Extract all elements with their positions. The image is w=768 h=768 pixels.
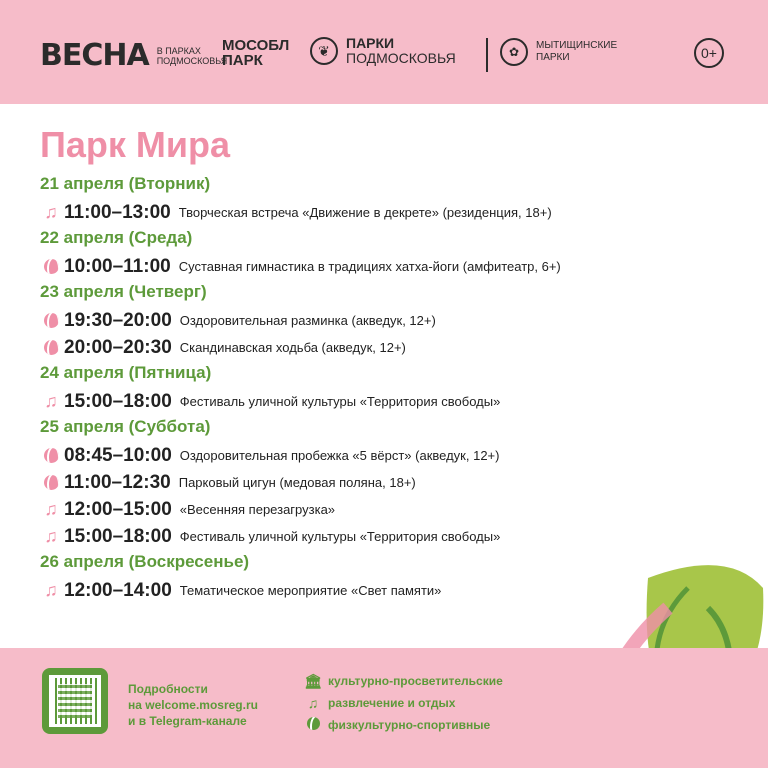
event-description: «Весенняя перезагрузка» [179,502,336,517]
event-description: Оздоровительная пробежка «5 вёрст» (акведук, 12+) [179,448,500,463]
event-row [40,496,740,523]
sport-ball-icon [40,310,62,332]
event-description: Скандинавская ходьба (акведук, 12+) [179,340,406,355]
details-text [128,681,258,729]
sport-ball-icon [40,256,62,278]
event-time: 20:00–20:30 [64,336,172,358]
day-heading: 26 апреля (Воскресенье) [40,552,250,571]
music-note-icon: ♫ [44,391,58,411]
vesna-logo-text: ВЕСНА [40,38,149,73]
day-heading: 25 апреля (Суббота) [40,417,211,436]
details-line2: на welcome.mosreg.ru [128,698,258,712]
day-heading: 24 апреля (Пятница) [40,363,212,382]
event-description: Тематическое мероприятие «Свет памяти» [179,583,442,598]
music-note-icon: ♫ [44,202,58,222]
event-time: 12:00–14:00 [64,579,172,601]
event-description: Оздоровительная разминка (акведук, 12+) [179,313,436,328]
logo-divider [486,38,488,72]
event-time: 15:00–18:00 [64,390,172,412]
details-line1: Подробности [128,682,208,696]
event-description: Суставная гимнастика в традициях хатха-йоги (амфитеатр, 6+) [178,259,561,274]
event-description: Парковый цигун (медовая поляна, 18+) [178,475,416,490]
mytishchi-parks-logo [500,38,646,66]
event-time: 15:00–18:00 [64,525,172,547]
event-time: 10:00–11:00 [64,255,171,277]
event-time: 12:00–15:00 [64,498,172,520]
category-legend [304,670,503,736]
museum-icon: 🏛 [304,672,322,689]
day-heading: 22 апреля (Среда) [40,228,193,247]
event-time: 19:30–20:00 [64,309,172,331]
event-row [40,199,740,226]
legend-label: физкультурно-спортивные [328,718,491,732]
tree-icon: ✿ [500,38,528,66]
parks-line1: ПАРКИ [346,35,395,51]
day-heading: 23 апреля (Четверг) [40,282,207,301]
vesna-logo [40,38,247,73]
sport-ball-icon [304,717,322,733]
legend-label: развлечение и отдых [328,696,456,710]
event-time: 11:00–12:30 [64,471,171,493]
sport-ball-icon [40,337,62,359]
event-description: Фестиваль уличной культуры «Территория свободы» [179,529,501,544]
qr-pattern [49,675,101,727]
event-row [40,523,740,550]
music-note-icon: ♫ [44,526,58,546]
page-title: Парк Мира [40,124,231,165]
event-row [40,442,740,469]
legend-item-sport [304,714,503,736]
event-time: 11:00–13:00 [64,201,171,223]
music-note-icon: ♫ [307,695,319,711]
legend-item-culture [304,670,503,692]
event-time: 08:45–10:00 [64,444,172,466]
mosoblpark-line1: МОСОБЛ [222,37,290,54]
music-note-icon: ♫ [44,580,58,600]
mosoblpark-line2: ПАРК [222,52,263,69]
details-line3: и в Telegram-канале [128,714,247,728]
parki-podmoskovya-logo [310,36,456,66]
event-row [40,388,740,415]
parks-line2: ПОДМОСКОВЬЯ [346,50,456,66]
sport-ball-icon [40,472,62,494]
age-rating-badge: 0+ [694,38,724,68]
music-note-icon: ♫ [44,499,58,519]
legend-item-entertainment [304,692,503,714]
sport-ball-icon [40,445,62,467]
mytishchi-text: МЫТИЩИНСКИЕ ПАРКИ [536,40,618,63]
mosoblpark-logo [222,38,302,68]
vesna-logo-subtitle: В ПАРКАХ ПОДМОСКОВЬЯ [156,45,228,66]
qr-code[interactable] [42,668,108,734]
event-row [40,307,740,334]
event-description: Фестиваль уличной культуры «Территория свободы» [179,394,501,409]
event-description: Творческая встреча «Движение в декрете» (резиденция, 18+) [178,205,552,220]
event-row [40,253,740,280]
day-heading: 21 апреля (Вторник) [40,174,211,193]
leaf-icon: ❦ [310,37,338,65]
event-row [40,469,740,496]
event-row [40,334,740,361]
legend-label: культурно-просветительские [328,674,503,688]
schedule-list [40,172,740,604]
